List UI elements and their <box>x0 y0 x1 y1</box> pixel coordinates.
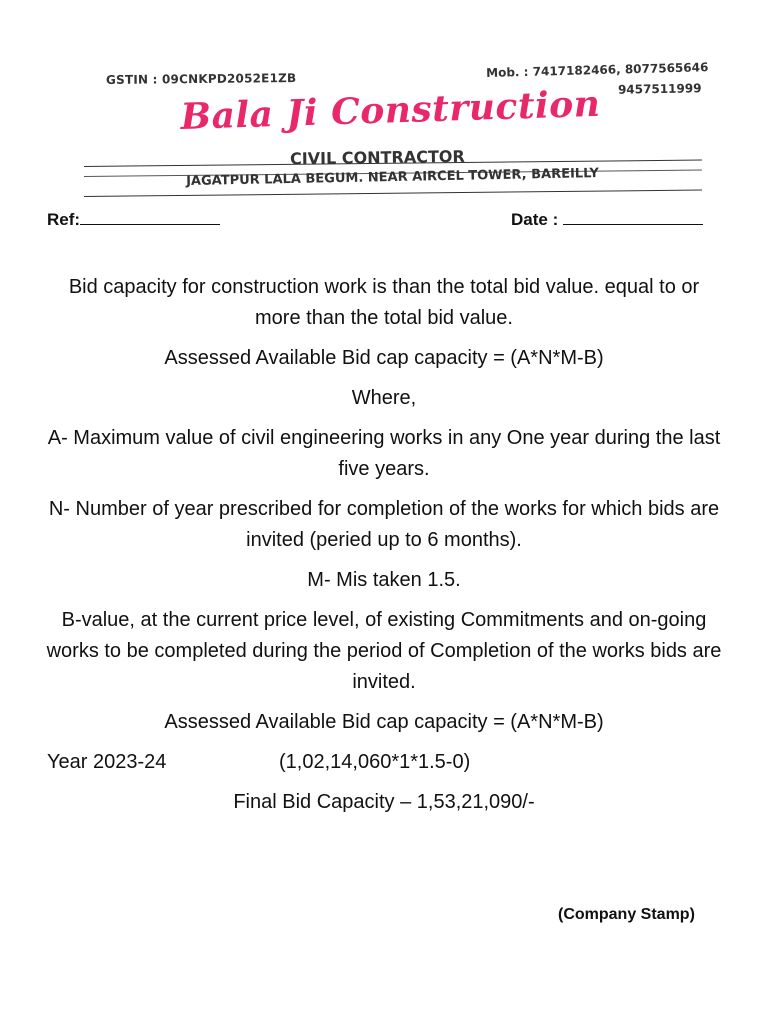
year-label: Year 2023-24 <box>47 751 167 773</box>
definition-n: N- Number of year prescribed for completion of the works for which bids are invited (peried up to 6 months). <box>48 498 720 551</box>
definition-a: A- Maximum value of civil engineering works in any One year during the last five years. <box>47 427 721 480</box>
final-bid-capacity: Final Bid Capacity – 1,53,21,090/- <box>233 791 535 813</box>
letter-body <box>44 272 724 827</box>
mobile-numbers: Mob. : 7417182466, 8077565646 <box>486 60 709 80</box>
date-label: Date : <box>511 210 563 229</box>
date-blank-line <box>563 210 703 225</box>
definition-b: B-value, at the current price level, of existing Commitments and on-going works to be completed during the period of Completion of the works bids are invited. <box>46 609 722 693</box>
formula-line: Assessed Available Bid cap capacity = (A*N*M-B) <box>164 347 604 369</box>
where-line: Where, <box>351 387 417 409</box>
company-stamp-label: (Company Stamp) <box>558 906 695 923</box>
formula-line-repeat: Assessed Available Bid cap capacity = (A*N*M-B) <box>164 711 604 733</box>
year-formula: (1,02,14,060*1*1.5-0) <box>279 751 471 773</box>
header-rule-bottom <box>84 190 702 197</box>
gstin-number: GSTIN : 09CNKPD2052E1ZB <box>105 71 297 87</box>
ref-field <box>47 210 220 230</box>
mobile-number-secondary: 9457511999 <box>617 81 702 97</box>
intro-paragraph: Bid capacity for construction work is than the total bid value. equal to or more than the total bid value. <box>68 276 700 329</box>
company-address: JAGATPUR LALA BEGUM. NEAR AIRCEL TOWER, BAREILLY <box>186 166 599 189</box>
definition-m: M- Mis taken 1.5. <box>307 569 461 591</box>
year-calculation <box>44 747 724 778</box>
company-name: Bala Ji Construction <box>180 82 601 138</box>
date-field <box>511 210 703 230</box>
ref-label: Ref: <box>47 210 81 229</box>
company-tagline: CIVIL CONTRACTOR <box>289 146 465 169</box>
ref-blank-line <box>80 210 220 225</box>
